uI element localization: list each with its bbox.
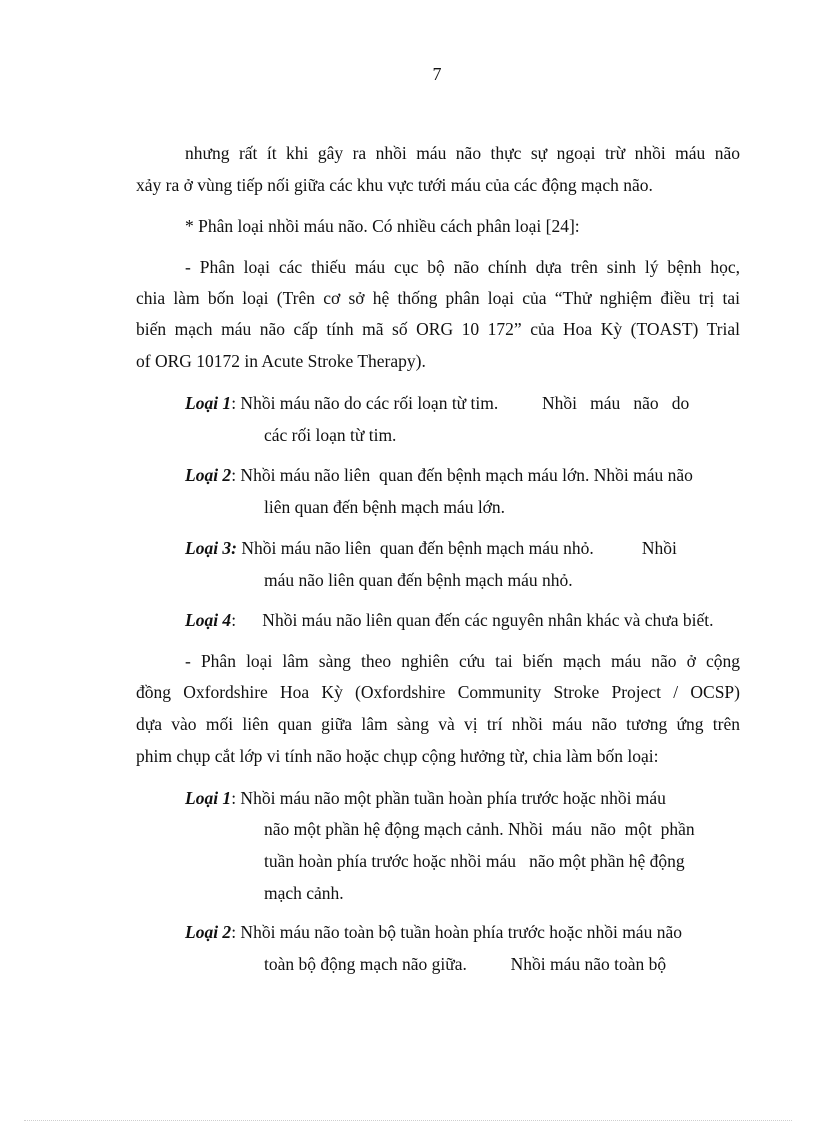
toast-item-1-text: : Nhồi máu não do các rối loạn từ tim. Nhồi máu não do xyxy=(231,393,690,413)
paragraph-4-line-4: phim chụp cắt lớp vi tính não hoặc chụp cộng hưởng từ, chia làm bốn loại: xyxy=(136,746,659,766)
toast-item-2-line-1 xyxy=(185,464,693,486)
page-bottom-divider xyxy=(24,1120,792,1121)
paragraph-3-line-3: biến mạch máu não cấp tính mã số ORG 10 172” của Hoa Kỳ (TOAST) Trial xyxy=(136,319,740,339)
paragraph-4-line-2: đồng Oxfordshire Hoa Kỳ (Oxfordshire Community Stroke Project / OCSP) xyxy=(136,682,740,702)
toast-item-1-line-1 xyxy=(185,392,689,414)
ocsp-item-1-label: Loại 1 xyxy=(185,788,232,808)
paragraph-1-line-2: xảy ra ở vùng tiếp nối giữa các khu vực tưới máu của các động mạch não. xyxy=(136,175,653,195)
paragraph-3-line-1: - Phân loại các thiếu máu cục bộ não chính dựa trên sinh lý bệnh học, xyxy=(185,257,740,277)
ocsp-item-1-line-2: não một phần hệ động mạch cảnh. Nhồi máu não một phần xyxy=(264,819,695,839)
paragraph-1-line-1: nhưng rất ít khi gây ra nhồi máu não thực sự ngoại trừ nhồi máu não xyxy=(185,143,740,163)
toast-item-1-line-2: các rối loạn từ tim. xyxy=(264,425,397,445)
toast-item-2-label: Loại 2 xyxy=(185,465,232,485)
ocsp-item-2-label: Loại 2 xyxy=(185,922,232,942)
paragraph-3-line-4: of ORG 10172 in Acute Stroke Therapy). xyxy=(136,351,426,371)
toast-item-4-text: : Nhồi máu não liên quan đến các nguyên nhân khác và chưa biết. xyxy=(231,610,714,630)
toast-item-3-line-1 xyxy=(185,537,677,559)
paragraph-3-line-2: chia làm bốn loại (Trên cơ sở hệ thống phân loại của “Thử nghiệm điều trị tai xyxy=(136,288,740,308)
toast-item-4-line-1 xyxy=(185,609,714,631)
ocsp-item-1-line-4: mạch cảnh. xyxy=(264,883,344,903)
ocsp-item-1-line-3: tuần hoàn phía trước hoặc nhồi máu não một phần hệ động xyxy=(264,851,685,871)
toast-item-3-line-2: máu não liên quan đến bệnh mạch máu nhỏ. xyxy=(264,570,573,590)
toast-item-4-label: Loại 4 xyxy=(185,610,232,630)
ocsp-item-1-line-1 xyxy=(185,787,666,809)
toast-item-1-label: Loại 1 xyxy=(185,393,232,413)
toast-item-3-label: Loại 3: xyxy=(185,538,238,558)
ocsp-item-1-text: : Nhồi máu não một phần tuần hoàn phía trước hoặc nhồi máu xyxy=(231,788,666,808)
page-number: 7 xyxy=(432,64,442,84)
ocsp-item-2-text: : Nhồi máu não toàn bộ tuần hoàn phía trước hoặc nhồi máu não xyxy=(231,922,682,942)
ocsp-item-2-line-2: toàn bộ động mạch não giữa. Nhồi máu não toàn bộ xyxy=(264,954,667,974)
toast-item-2-text: : Nhồi máu não liên quan đến bệnh mạch máu lớn. Nhồi máu não xyxy=(231,465,693,485)
paragraph-2-line-1: * Phân loại nhồi máu não. Có nhiều cách phân loại [24]: xyxy=(185,216,580,236)
paragraph-4-line-3: dựa vào mối liên quan giữa lâm sàng và vị trí nhồi máu não tương ứng trên xyxy=(136,714,740,734)
paragraph-4-line-1: - Phân loại lâm sàng theo nghiên cứu tai biến mạch máu não ở cộng xyxy=(185,651,740,671)
ocsp-item-2-line-1 xyxy=(185,921,682,943)
toast-item-3-text: Nhồi máu não liên quan đến bệnh mạch máu nhỏ. Nhồi xyxy=(237,538,677,558)
toast-item-2-line-2: liên quan đến bệnh mạch máu lớn. xyxy=(264,497,506,517)
